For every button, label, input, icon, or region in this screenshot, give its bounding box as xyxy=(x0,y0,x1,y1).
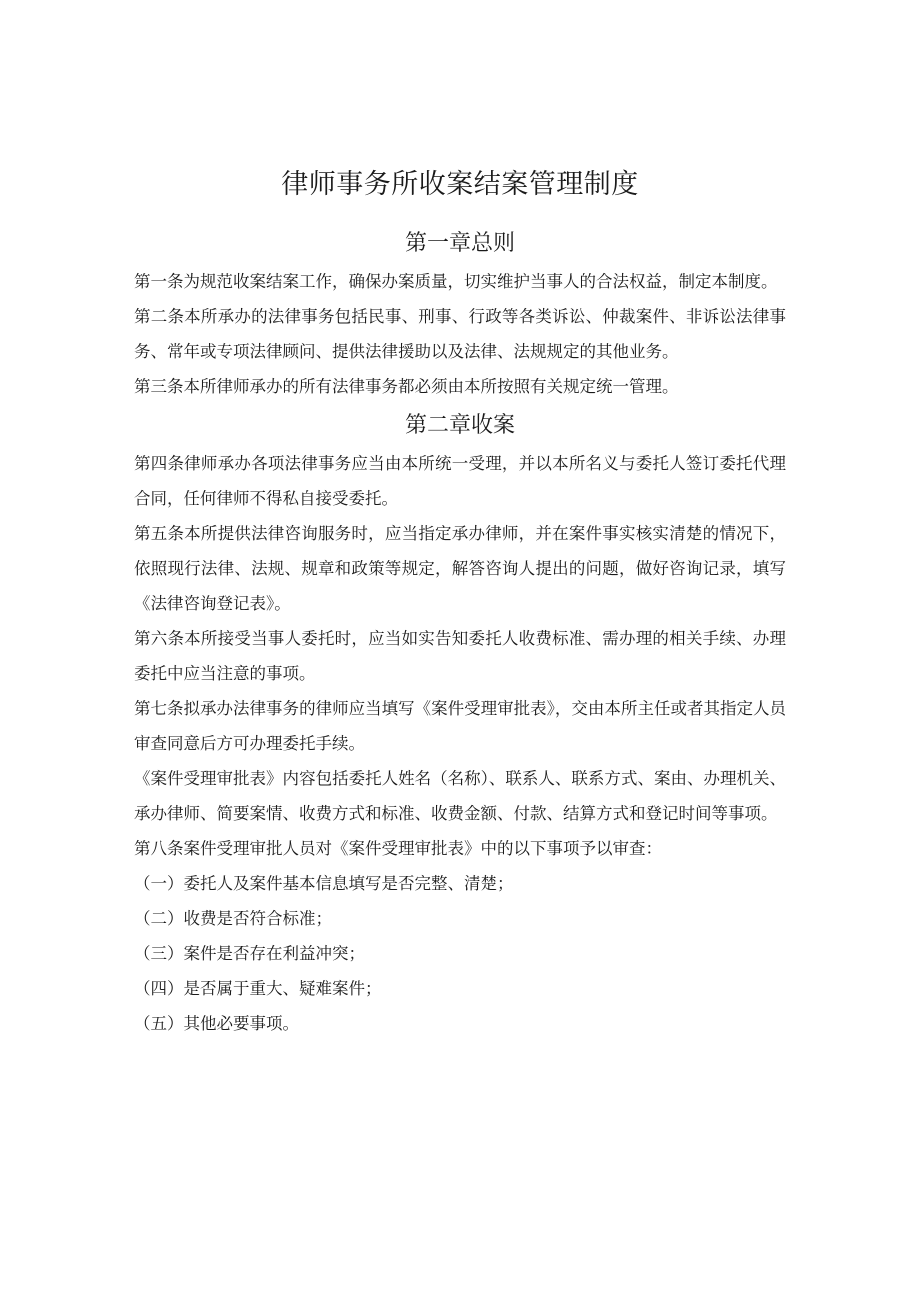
document-title: 律师事务所收案结案管理制度 xyxy=(281,169,639,200)
list-item: （三）案件是否存在利益冲突； xyxy=(134,944,365,963)
approval-form-content: 《案件受理审批表》内容包括委托人姓名（名称）、联系人、联系方式、案由、办理机关、承办律师、简要案情、收费方式和标准、收费金额、付款、结算方式和登记时间等事项。 xyxy=(134,769,786,823)
article-1: 第一条为规范收案结案工作，确保办案质量，切实维护当事人的合法权益，制定本制度。 xyxy=(134,272,778,291)
chapter-1 xyxy=(134,224,786,404)
list-item: （二）收费是否符合标准； xyxy=(134,909,332,928)
article-5: 第五条本所提供法律咨询服务时，应当指定承办律师，并在案件事实核实清楚的情况下，依照现行法律、法规、规章和政策等规定，解答咨询人提出的问题，做好咨询记录，填写《法律咨询登记表》。 xyxy=(134,524,786,613)
chapter-title: 第一章总则 xyxy=(404,231,515,256)
list-item: （一）委托人及案件基本信息填写是否完整、清楚； xyxy=(134,874,514,893)
article-3: 第三条本所律师承办的所有法律事务都必须由本所按照有关规定统一管理。 xyxy=(134,377,679,396)
chapter-2 xyxy=(134,406,786,1041)
chapter-title: 第二章收案 xyxy=(404,413,515,438)
list-item: （五）其他必要事项。 xyxy=(134,1014,299,1033)
document-page xyxy=(134,160,786,1041)
article-8: 第八条案件受理审批人员对《案件受理审批表》中的以下事项予以审查： xyxy=(134,839,662,858)
article-7: 第七条拟承办法律事务的律师应当填写《案件受理审批表》，交由本所主任或者其指定人员审查同意后方可办理委托手续。 xyxy=(134,699,786,753)
article-2: 第二条本所承办的法律事务包括民事、刑事、行政等各类诉讼、仲裁案件、非诉讼法律事务、常年或专项法律顾问、提供法律援助以及法律、法规规定的其他业务。 xyxy=(134,307,786,361)
article-4: 第四条律师承办各项法律事务应当由本所统一受理，并以本所名义与委托人签订委托代理合同，任何律师不得私自接受委托。 xyxy=(134,454,786,508)
article-6: 第六条本所接受当事人委托时，应当如实告知委托人收费标准、需办理的相关手续、办理委托中应当注意的事项。 xyxy=(134,629,786,683)
list-item: （四）是否属于重大、疑难案件； xyxy=(134,979,382,998)
